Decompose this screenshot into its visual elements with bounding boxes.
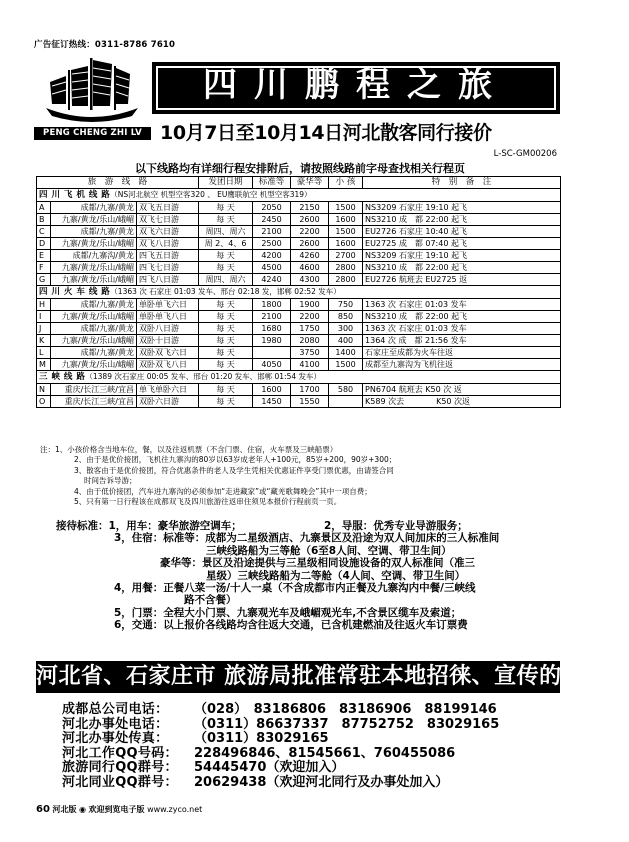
- depart-date: 每 天: [199, 299, 253, 311]
- route-name: 成都/九寨/黄龙: [51, 226, 137, 238]
- luxury-price: 2200: [291, 311, 329, 323]
- route-code-letter: M: [37, 359, 51, 371]
- route-type: 四飞七日游: [137, 262, 199, 274]
- remarks: NS3210 成 都 22:00 起飞: [363, 262, 561, 274]
- route-type: 双卧八日游: [137, 323, 199, 335]
- hotline-number: 0311-8786 7610: [94, 40, 176, 50]
- header-child: 小 孩: [329, 177, 363, 189]
- route-code-letter: N: [37, 384, 51, 396]
- route-name: 九寨/黄龙/乐山/峨嵋: [51, 238, 137, 250]
- child-price: 1400: [329, 347, 363, 359]
- ad-hotline: [34, 38, 175, 50]
- contact-label: 河北办事处传真：: [62, 731, 169, 747]
- section-header-row: [37, 189, 561, 202]
- section-title: [37, 286, 561, 299]
- depart-date: 每 天: [199, 214, 253, 226]
- page-number: 60: [36, 804, 50, 815]
- contact-value: （0311）83029165: [194, 731, 329, 747]
- route-code-letter: J: [37, 323, 51, 335]
- section-header-row: [37, 371, 561, 384]
- route-type: 双飞五日游: [137, 202, 199, 214]
- depart-date: 周四、周六: [199, 274, 253, 286]
- standards-row: [56, 520, 556, 532]
- child-price: 1600: [329, 238, 363, 250]
- note-line: 3、散客由于是优价接团，符合优惠条件的老人及学生凭相关优惠证件享受门票优惠，由请签合同: [74, 465, 394, 475]
- contact-value: （028） 83186806 83186906 88199146: [194, 702, 497, 717]
- child-price: 2800: [329, 262, 363, 274]
- footer-url: www.zyco.net: [147, 805, 203, 814]
- remarks: 1363 次 石家庄 01:03 发车: [363, 323, 561, 335]
- contacts: [62, 703, 562, 791]
- section-title-text: 四 川 火 车 线 路: [39, 287, 111, 297]
- header-route: 旅 游 线 路: [37, 177, 199, 189]
- page-title: 四川鹏程之旅: [203, 65, 509, 105]
- table-row: [37, 359, 561, 371]
- luxury-price: 4600: [291, 262, 329, 274]
- service-standards: [56, 520, 556, 632]
- standard-lodging-ship: 三峡线路船为三等舱（6至8人间、空调、带卫生间）: [206, 544, 452, 557]
- contact-row: [62, 776, 562, 791]
- remarks: PN6704 航班去 K50 次 返: [363, 384, 561, 396]
- route-type: 单卧单飞六日: [137, 299, 199, 311]
- child-price: 2800: [329, 274, 363, 286]
- section-title-text: 四 川 飞 机 线 路: [39, 190, 111, 200]
- table-row: [37, 347, 561, 359]
- notes: [40, 445, 560, 507]
- luxury-price: 1900: [291, 299, 329, 311]
- standard-price: 4050: [253, 359, 291, 371]
- route-type: 四飞八日游: [137, 274, 199, 286]
- depart-date: 每 天: [199, 347, 253, 359]
- table-row: [37, 299, 561, 311]
- route-type: 双卧双飞六日: [137, 347, 199, 359]
- section-note: （1389 次石家庄 00:05 发车、邢台 01:20 发车、邯郸 01:54 发车）: [85, 372, 322, 381]
- route-name: 重庆/长江三峡/宜昌: [51, 396, 137, 408]
- header-standard: 标准等: [253, 177, 291, 189]
- route-code-letter: A: [37, 202, 51, 214]
- section-title: [37, 371, 561, 384]
- route-name: 九寨/黄龙/乐山/峨嵋: [51, 214, 137, 226]
- route-name: 成都/九寨沟/黄龙: [51, 250, 137, 262]
- depart-date: 每 天: [199, 359, 253, 371]
- table-row: [37, 262, 561, 274]
- route-code: L-SC-GM00206: [493, 149, 557, 159]
- contact-row: [62, 703, 562, 718]
- standard-price: 1800: [253, 299, 291, 311]
- standard-price: 1680: [253, 323, 291, 335]
- luxury-price: 4260: [291, 250, 329, 262]
- route-name: 成都/九寨/黄龙: [51, 323, 137, 335]
- hotline-label: 广告征订热线：: [34, 40, 95, 50]
- depart-date: 每 天: [199, 323, 253, 335]
- standard-price: 1980: [253, 335, 291, 347]
- child-price: [329, 396, 363, 408]
- route-code-letter: O: [37, 396, 51, 408]
- contact-value: （0311）86637337 87752752 83029165: [194, 716, 500, 732]
- route-type: 双卧六日游: [137, 396, 199, 408]
- section-header-row: [37, 286, 561, 299]
- standard-guide: 2，导服：优秀专业导游服务；: [324, 520, 468, 532]
- standard-lodging-luxury-ship: 星级）三峡线路船为二等舱（4人间、空调、带卫生间）: [206, 569, 466, 582]
- standard-price: [253, 347, 291, 359]
- contact-value: 228496846、81545661、760455086: [194, 745, 456, 761]
- title-banner: [152, 62, 560, 114]
- route-name: 九寨/黄龙/乐山/峨嵋: [51, 359, 137, 371]
- remarks: NS3210 成 都 22:00 起飞: [363, 214, 561, 226]
- luxury-price: 4300: [291, 274, 329, 286]
- luxury-price: 4100: [291, 359, 329, 371]
- child-price: 750: [329, 299, 363, 311]
- route-name: 成都/九寨/黄龙: [51, 299, 137, 311]
- route-code-letter: C: [37, 226, 51, 238]
- standard-price: 4200: [253, 250, 291, 262]
- standard-tickets: 5，门票：全程大小门票、九寨观光车及峨嵋观光车,不含景区缆车及索道；: [114, 606, 462, 619]
- route-code-letter: K: [37, 335, 51, 347]
- contact-value: 20629438（欢迎河北同行及办事处加入）: [194, 774, 449, 790]
- depart-date: 每 天: [199, 202, 253, 214]
- remarks: 成都至九寨沟为飞机往返: [363, 359, 561, 371]
- junk-boat-icon: [38, 52, 146, 126]
- table-header-row: [37, 177, 561, 189]
- globe-icon: ◉: [79, 805, 86, 814]
- child-price: 580: [329, 384, 363, 396]
- luxury-price: 2080: [291, 335, 329, 347]
- note-line: 5、只有第一日行程该在成都双飞及四川旅游往返串住须见本报价行程前页一页。: [74, 497, 342, 507]
- remarks: 石家庄至成都为火车往返: [363, 347, 561, 359]
- route-type: 双卧双飞八日: [137, 359, 199, 371]
- route-code-letter: H: [37, 299, 51, 311]
- depart-date: 每 天: [199, 335, 253, 347]
- route-type: 四飞五日游: [137, 250, 199, 262]
- standard-price: 4500: [253, 262, 291, 274]
- page-footer: [36, 804, 560, 815]
- contact-label: 成都总公司电话：: [62, 702, 169, 717]
- standard-lodging: 3，住宿：标准等：成都为二星级酒店、九寨景区及沿途为双人间加床的三人标准间: [114, 532, 500, 545]
- table-row: [37, 323, 561, 335]
- standard-meals-note: 路不含餐）: [184, 594, 237, 607]
- depart-date: 每 天: [199, 250, 253, 262]
- table-row: [37, 335, 561, 347]
- standard-price: 2100: [253, 311, 291, 323]
- route-code-letter: B: [37, 214, 51, 226]
- standard-price: 2050: [253, 202, 291, 214]
- table-row: [37, 226, 561, 238]
- table-row: [37, 214, 561, 226]
- route-name: 九寨/黄龙/乐山/峨嵋: [51, 274, 137, 286]
- note-line: 注：1、小孩价格含当地车位，餐，以及往返机票（不含门票、住宿，火车票及三峡船票）: [40, 445, 338, 454]
- routes-table: [36, 176, 561, 408]
- depart-date: 每 天: [199, 384, 253, 396]
- remarks: NS3210 成 都 22:00 起飞: [363, 311, 561, 323]
- page-subtitle: 10月7日至10月14日河北散客同行接价: [160, 122, 492, 144]
- table-row: [37, 384, 561, 396]
- remarks: 1363 次 石家庄 01:03 发车: [363, 299, 561, 311]
- header-remarks: 特 别 备 注: [363, 177, 561, 189]
- route-type: 单飞单卧六日: [137, 384, 199, 396]
- standard-meals: 4，用餐：正餐八菜一汤/十人一桌（不含成都市内正餐及九寨沟内中餐/三峡线: [114, 582, 476, 595]
- standard-price: 1600: [253, 384, 291, 396]
- contact-label: 旅游同行QQ群号：: [62, 760, 178, 776]
- depart-date: 每 天: [199, 396, 253, 408]
- note-line: 2、由于是优价接团，飞机往九寨沟的80岁以63岁成老年人+100元，85岁+200，90岁+300；: [74, 455, 397, 465]
- luxury-price: 2200: [291, 226, 329, 238]
- route-code-letter: D: [37, 238, 51, 250]
- section-title: [37, 189, 561, 202]
- contact-row: [62, 732, 562, 747]
- child-price: 400: [329, 335, 363, 347]
- child-price: 2700: [329, 250, 363, 262]
- brand: 欢迎到览电子版: [88, 805, 145, 814]
- notice-text: 以下线路均有详细行程安排附后，请按照线路前字母查找相关行程页: [135, 162, 465, 175]
- child-price: 300: [329, 323, 363, 335]
- section-note: （NS河北航空 机型空客320 、 EU鹰联航空 机型空客319）: [110, 190, 312, 199]
- route-code-letter: L: [37, 347, 51, 359]
- table-row: [37, 396, 561, 408]
- section-title-text: 三 峡 线 路: [39, 372, 86, 382]
- table-row: [37, 202, 561, 214]
- table-row: [37, 311, 561, 323]
- child-price: 1500: [329, 202, 363, 214]
- contact-label: 河北工作QQ号码：: [62, 745, 178, 761]
- table-row: [37, 238, 561, 250]
- office-banner: 河北省、石家庄市 旅游局批准常驻本地招徕、宣传的办事处: [36, 661, 560, 693]
- route-name: 成都/九寨/黄龙: [51, 202, 137, 214]
- route-code-letter: G: [37, 274, 51, 286]
- header-date: 发团日期: [199, 177, 253, 189]
- logo-text: PENG CHENG ZHI LV: [34, 127, 151, 140]
- remarks: NS3209 石家庄 19:10 起飞: [363, 202, 561, 214]
- route-code-letter: E: [37, 250, 51, 262]
- edition: 河北版: [52, 805, 77, 814]
- child-price: 1600: [329, 214, 363, 226]
- standard-price: 2450: [253, 214, 291, 226]
- remarks: NS3209 石家庄 19:10 起飞: [363, 250, 561, 262]
- contact-value: 54445470（欢迎加入）: [194, 760, 345, 776]
- standard-price: 4240: [253, 274, 291, 286]
- luxury-price: 1750: [291, 323, 329, 335]
- luxury-price: 2150: [291, 202, 329, 214]
- route-type: 双飞八日游: [137, 238, 199, 250]
- route-name: 成都/九寨/黄龙: [51, 347, 137, 359]
- luxury-price: 1550: [291, 396, 329, 408]
- depart-date: 每 天: [199, 262, 253, 274]
- child-price: 1500: [329, 359, 363, 371]
- contact-label: 河北同业QQ群号：: [62, 774, 178, 790]
- route-type: 双飞七日游: [137, 214, 199, 226]
- standard-price: 1450: [253, 396, 291, 408]
- luxury-price: 2600: [291, 238, 329, 250]
- luxury-price: 3750: [291, 347, 329, 359]
- route-code-letter: I: [37, 311, 51, 323]
- route-type: 单卧单飞八日: [137, 311, 199, 323]
- depart-date: 周 2、4、6: [199, 238, 253, 250]
- note-line: 时间告诉导游；: [84, 476, 137, 486]
- note-line: 4、由于低价接团，汽车进九寨沟的必须参加“走进藏家”或“藏羌歌舞晚会”其中一项自费；: [74, 486, 372, 496]
- remarks: EU2726 石家庄 10:40 起飞: [363, 226, 561, 238]
- route-name: 重庆/长江三峡/宜昌: [51, 384, 137, 396]
- standard-price: 2100: [253, 226, 291, 238]
- remarks: EU2725 成 都 07:40 起飞: [363, 238, 561, 250]
- route-name: 九寨/黄龙/乐山/峨嵋: [51, 335, 137, 347]
- route-type: 双卧十日游: [137, 335, 199, 347]
- standards-label: 接待标准：: [56, 520, 109, 532]
- remarks: 1364 次 成 都 21:56 发车: [363, 335, 561, 347]
- luxury-price: 2600: [291, 214, 329, 226]
- company-logo: [34, 52, 151, 140]
- remarks: EU2726 航班去 EU2725 返: [363, 274, 561, 286]
- route-type: 双飞六日游: [137, 226, 199, 238]
- route-code-letter: F: [37, 262, 51, 274]
- section-note: （1363 次 石家庄 01:03 发车、邢台 02:18 发，邯郸 02:52 发车）: [110, 287, 341, 296]
- depart-date: 每 天: [199, 311, 253, 323]
- standard-transport: 1，用车：豪华旅游空调车；: [108, 520, 242, 532]
- standard-lodging-luxury: 豪华等：景区及沿途提供与三星级相同设施设备的双人标准间（准三: [160, 557, 475, 570]
- child-price: 1500: [329, 226, 363, 238]
- table-row: [37, 250, 561, 262]
- header-luxury: 豪华等: [291, 177, 329, 189]
- depart-date: 周四、周六: [199, 226, 253, 238]
- contact-label: 河北办事处电话：: [62, 716, 169, 732]
- contact-row: [62, 718, 562, 733]
- route-name: 九寨/黄龙/乐山/峨嵋: [51, 311, 137, 323]
- remarks: K589 次去 K50 次返: [363, 396, 561, 408]
- luxury-price: 1700: [291, 384, 329, 396]
- route-name: 九寨/黄龙/乐山/峨嵋: [51, 262, 137, 274]
- contact-row: [62, 761, 562, 776]
- standard-traffic: 6，交通：以上报价各线路均含往返大交通，已含机建燃油及往返火车订票费: [114, 619, 468, 632]
- table-row: [37, 274, 561, 286]
- child-price: 850: [329, 311, 363, 323]
- standard-price: 2500: [253, 238, 291, 250]
